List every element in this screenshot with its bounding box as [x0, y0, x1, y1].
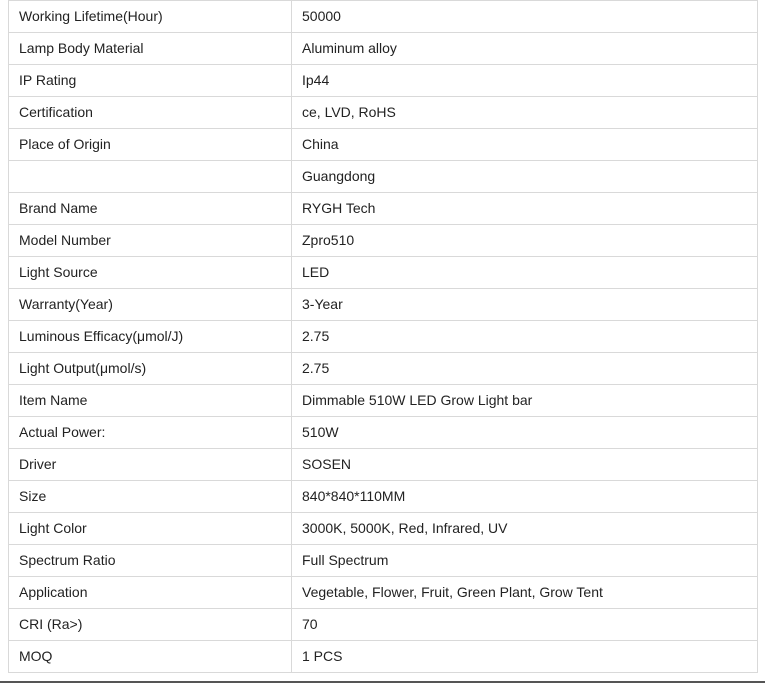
spec-key: Warranty(Year) [9, 289, 292, 321]
table-row [9, 577, 758, 609]
spec-value: SOSEN [292, 449, 758, 481]
spec-key: Luminous Efficacy(μmol/J) [9, 321, 292, 353]
table-row [9, 609, 758, 641]
spec-key: Driver [9, 449, 292, 481]
table-row [9, 97, 758, 129]
spec-key: Working Lifetime(Hour) [9, 1, 292, 33]
spec-value: Zpro510 [292, 225, 758, 257]
spec-key: Size [9, 481, 292, 513]
spec-value: Guangdong [292, 161, 758, 193]
spec-key: Light Output(μmol/s) [9, 353, 292, 385]
spec-key: Brand Name [9, 193, 292, 225]
spec-value: 50000 [292, 1, 758, 33]
spec-value: 3000K, 5000K, Red, Infrared, UV [292, 513, 758, 545]
spec-value: Dimmable 510W LED Grow Light bar [292, 385, 758, 417]
spec-value: LED [292, 257, 758, 289]
spec-value: 510W [292, 417, 758, 449]
spec-key: Certification [9, 97, 292, 129]
table-row [9, 225, 758, 257]
spec-key: Light Color [9, 513, 292, 545]
spec-key: Spectrum Ratio [9, 545, 292, 577]
table-row [9, 33, 758, 65]
spec-key: Application [9, 577, 292, 609]
spec-key: IP Rating [9, 65, 292, 97]
table-row [9, 513, 758, 545]
table-row [9, 321, 758, 353]
spec-value: 2.75 [292, 353, 758, 385]
spec-key: Actual Power: [9, 417, 292, 449]
spec-key: MOQ [9, 641, 292, 673]
table-row [9, 417, 758, 449]
spec-key: Lamp Body Material [9, 33, 292, 65]
spec-value: Full Spectrum [292, 545, 758, 577]
spec-key: CRI (Ra>) [9, 609, 292, 641]
table-row [9, 481, 758, 513]
spec-value: Aluminum alloy [292, 33, 758, 65]
table-row [9, 161, 758, 193]
table-row [9, 385, 758, 417]
spec-key: Light Source [9, 257, 292, 289]
spec-key [9, 161, 292, 193]
spec-value: RYGH Tech [292, 193, 758, 225]
spec-key: Model Number [9, 225, 292, 257]
spec-table [8, 0, 758, 673]
spec-value: 70 [292, 609, 758, 641]
spec-value: 3-Year [292, 289, 758, 321]
spec-value: Ip44 [292, 65, 758, 97]
spec-value: Vegetable, Flower, Fruit, Green Plant, Grow Tent [292, 577, 758, 609]
spec-key: Item Name [9, 385, 292, 417]
table-row [9, 289, 758, 321]
table-row [9, 1, 758, 33]
spec-table-body [9, 1, 758, 673]
spec-key: Place of Origin [9, 129, 292, 161]
spec-value: ce, LVD, RoHS [292, 97, 758, 129]
spec-value: 2.75 [292, 321, 758, 353]
bottom-divider [0, 681, 765, 683]
table-row [9, 257, 758, 289]
spec-value: China [292, 129, 758, 161]
spec-value: 840*840*110MM [292, 481, 758, 513]
table-row [9, 129, 758, 161]
spec-value: 1 PCS [292, 641, 758, 673]
table-row [9, 65, 758, 97]
table-row [9, 353, 758, 385]
table-row [9, 449, 758, 481]
table-row [9, 641, 758, 673]
table-row [9, 545, 758, 577]
table-row [9, 193, 758, 225]
